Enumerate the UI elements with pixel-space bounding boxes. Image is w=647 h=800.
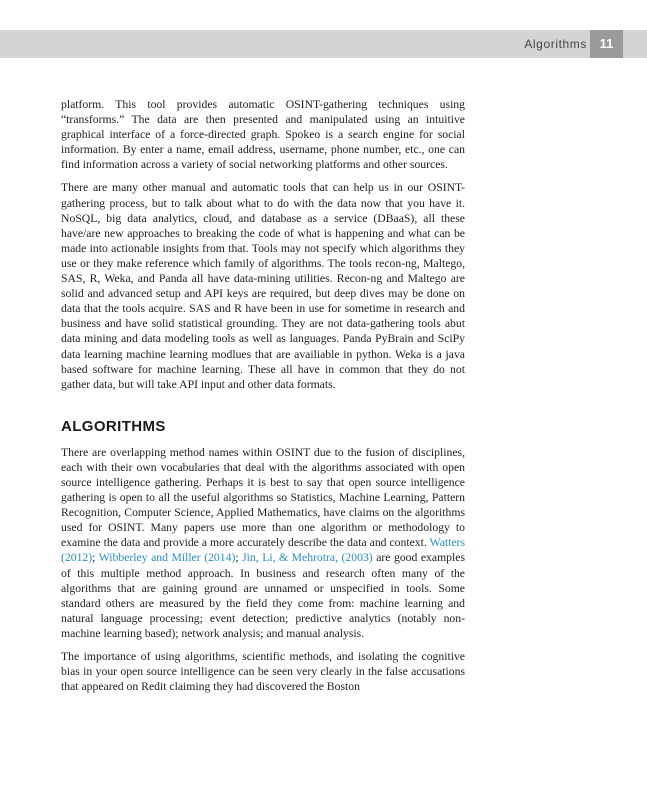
paragraph-data-mining-tools: There are many other manual and automatic tools that can help us in our OSINT-gathering process, but to talk about what to do with the data now that you have it. NoSQL, big data analytics, cloud, and database as a service (DBaaS), all these have/are new approaches to breaking the code of what is happening and what can be made into actionable insights from that. Tools may not specify which algorithms they use or they make reference which family of algorithms. The tools recon-ng, Maltego, SAS, R, Weka, and Panda all have data-mining utilities. Recon-ng and Maltego are solid and advanced setup and API keys are required, but deep dives may be done on data that the tools acquire. SAS and R have been in use for sometime in research and business and have solid statistical grounding. They are not data-gathering tools abut data mining and data modeling tools as well as languages. Panda PyBrain and SciPy data learning machine learning modlues that are availiable in python. Weka is a java based software for machine learning. These all have in common that they do not gather data, but will take API input and other data formats.	[61, 181, 465, 391]
paragraph-text: There are overlapping method names within OSINT due to the fusion of disciplines, each with their own vocabularies that deal with the algorithms associated with open source intelligence gathering. Perhaps it is best to say that open source intelligence gathering is open to all the useful algorithms so Statistics, Machine Learning, Pattern Recognition, Computer Science, Applied Mathematics, have claims on the algorithms used for OSINT. Many papers use more than one algorithm or methodology to examine the data and provide a more accurately describe the data and context.	[61, 445, 465, 550]
paragraph-cognitive-bias: The importance of using algorithms, scientific methods, and isolating the cognitive bias in your open source intelligence can be seen very clearly in the false accusations that appeared on Redit claiming they had discovered the Boston	[61, 650, 465, 694]
citation-wibberley-miller-2014[interactable]: Wibberley and Miller (2014)	[98, 551, 236, 565]
page-number: 11	[590, 30, 623, 58]
citation-separator: ;	[92, 551, 99, 565]
citation-separator: ;	[235, 551, 243, 565]
running-header	[0, 30, 647, 58]
page-body	[61, 97, 465, 702]
paragraph-algorithms-overview	[61, 445, 465, 641]
citation-watters-2012[interactable]: Watters (2012)	[61, 536, 465, 565]
section-heading-algorithms: ALGORITHMS	[61, 417, 166, 435]
running-title: Algorithms	[524, 37, 587, 51]
paragraph-spokeo-tools: platform. This tool provides automatic OSINT-gathering techniques using “transforms.” The data are then presented and manipulated using an intuitive graphical interface of a force-directed graph. Spokeo is a search engine for social information. By enter a name, email address, username, phone number, etc., one can find information across a variety of social networking platforms and other sources.	[61, 98, 465, 172]
paragraph-text: are good examples of this multiple method approach. In business and research often many of the algorithms that are gaining ground are unnamed or unspecified in tools. Some standard others are measured by the field they come from: machine learning and natural language processing; event detection; predictive analytics (notably non-machine learning based); network analysis; and manual analysis.	[61, 551, 466, 640]
citation-jin-li-mehrotra-2003[interactable]: Jin, Li, & Mehrotra, (2003)	[242, 551, 373, 565]
